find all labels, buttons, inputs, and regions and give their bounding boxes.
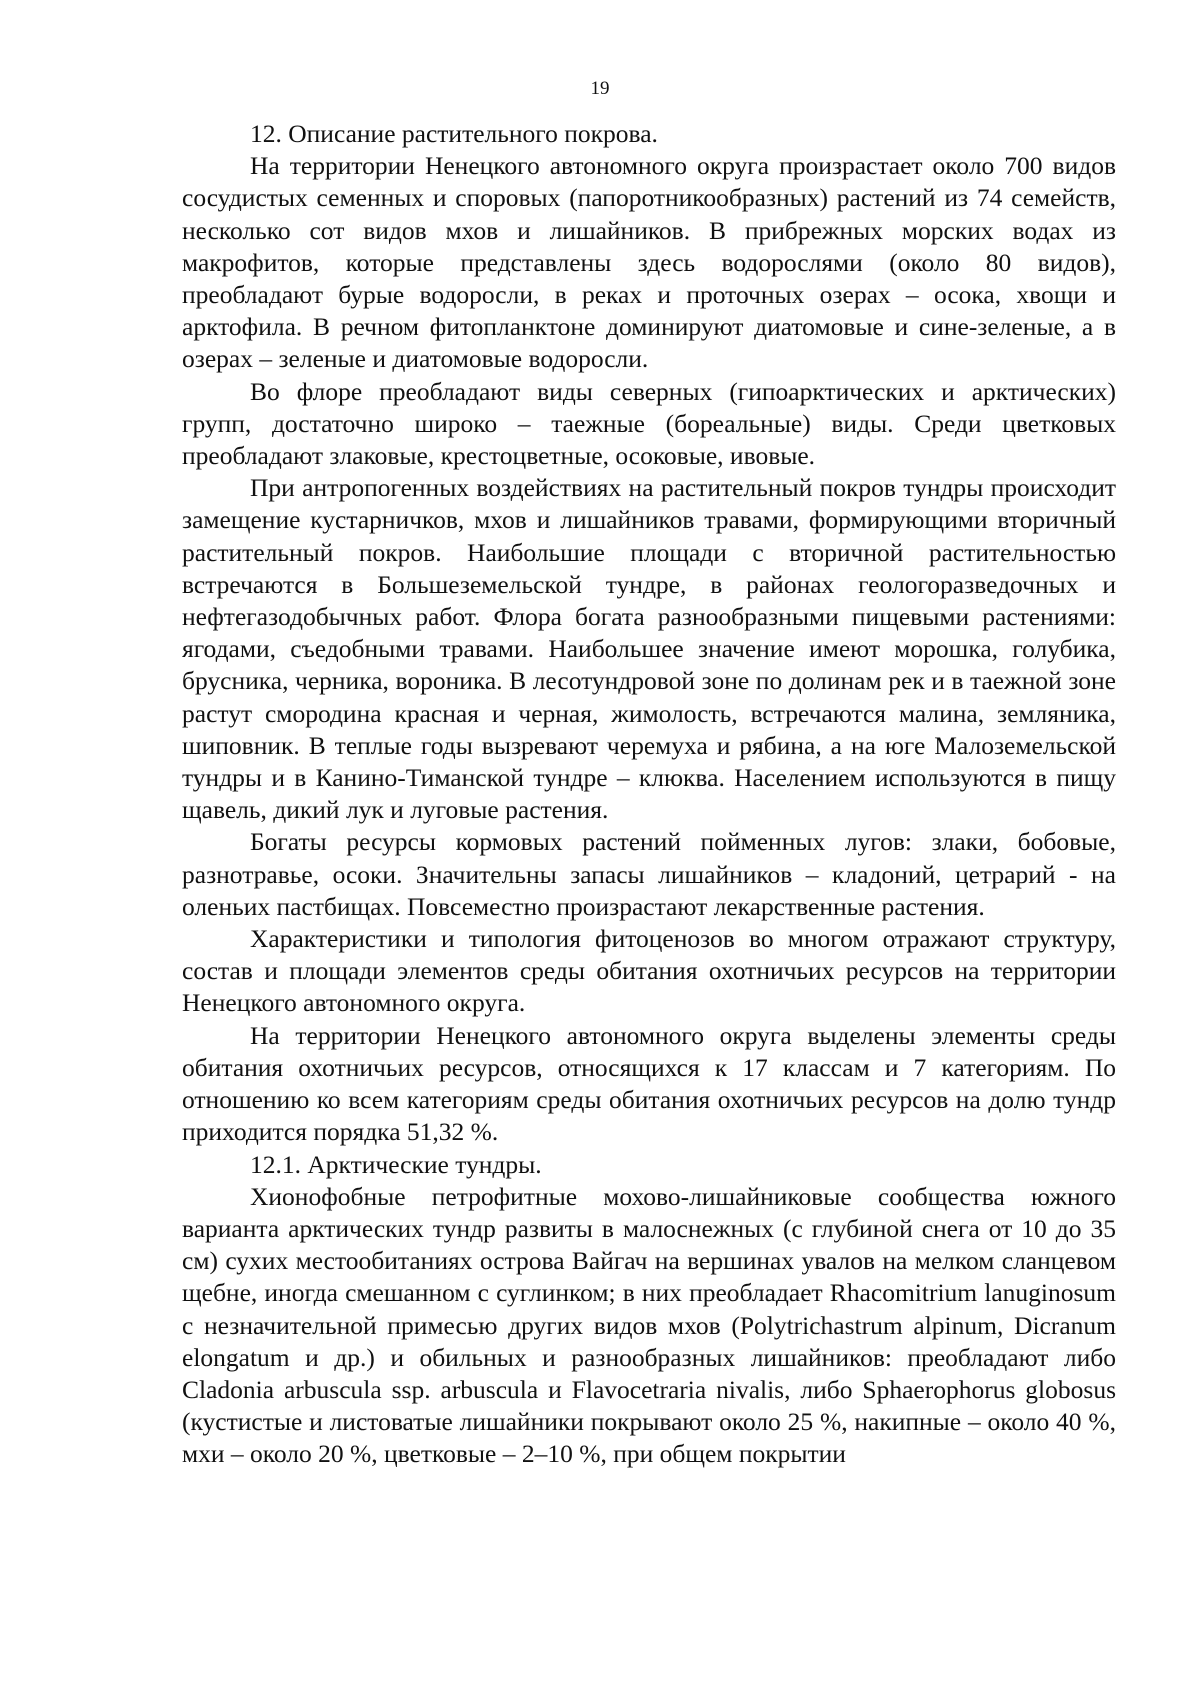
body-paragraph: Характеристики и типология фитоценозов во многом отражают структуру, состав и площади элементов среды обитания охотничьих ресурсов на территории Ненецкого автономного округа. — [182, 924, 1116, 1018]
body-paragraph: На территории Ненецкого автономного округа произрастает около 700 видов сосудистых семенных и споровых (папоротникообразных) растений из 74 семейств, несколько сот видов мхов и лишайников. В прибрежных морских водах из макрофитов, которые представлены здесь водорослями (около 80 видов), преобладают бурые водоросли, в реках и проточных озерах – осока, хвощи и арктофила. В речном фитопланктоне доминируют диатомовые и сине-зеленые, а в озерах – зеленые и диатомовые водоросли. — [182, 151, 1116, 374]
section-heading: 12. Описание растительного покрова. — [250, 119, 658, 148]
body-paragraph: При антропогенных воздействиях на растительный покров тундры происходит замещение кустарничков, мхов и лишайников травами, формирующими вторичный растительный покров. Наибольшие площади с вторичной растительностью встречаются в Большеземельской тундре, в районах геологоразведочных и нефтегазодобычных работ. Флора богата разнообразными пищевыми растениями: ягодами, съедобными травами. Наибольшее значение имеют морошка, голубика, брусника, черника, вороника. В лесотундровой зоне по долинам рек и в таежной зоне растут смородина красная и черная, жимолость, встречаются малина, земляника, шиповник. В теплые годы вызревают черемуха и рябина, а на юге Малоземельской тундры и в Канино-Тиманской тундре – клюква. Населением используются в пищу щавель, дикий лук и луговые растения. — [182, 473, 1116, 825]
body-paragraph: Богаты ресурсы кормовых растений пойменных лугов: злаки, бобовые, разнотравье, осоки. Значительны запасы лишайников – кладоний, цетрарий - на оленьих пастбищах. Повсеместно произрастают лекарственные растения. — [182, 827, 1116, 921]
body-paragraph: Во флоре преобладают виды северных (гипоарктических и арктических) групп, достаточно широко – таежные (бореальные) виды. Среди цветковых преобладают злаковые, крестоцветные, осоковые, ивовые. — [182, 376, 1116, 471]
subsection-heading: 12.1. Арктические тундры. — [250, 1149, 542, 1179]
page-number: 19 — [590, 78, 610, 99]
body-paragraph: На территории Ненецкого автономного округа выделены элементы среды обитания охотничьих ресурсов, относящихся к 17 классам и 7 категориям. По отношению ко всем категориям среды обитания охотничьих ресурсов на долю тундр приходится порядка 51,32 %. — [182, 1020, 1116, 1147]
document-body — [182, 118, 1116, 1471]
body-paragraph: Хионофобные петрофитные мохово-лишайниковые сообщества южного варианта арктических тундр развиты в малоснежных (с глубиной снега от 10 до 35 см) сухих местообитаниях острова Вайгач на вершинах увалов на мелком сланцевом щебне, иногда смешанном с суглинком; в них преобладает Rhacomitrium lanuginosum с незначительной примесью других видов мхов (Polytrichastrum alpinum, Dicranum elongatum и др.) и обильных и разнообразных лишайников: преобладают либо Cladonia arbuscula ssp. arbuscula и Flavocetraria nivalis, либо Sphaerophorus globosus (кустистые и листоватые лишайники покрывают около 25 %, накипные – около 40 %, мхи – около 20 %, цветковые – 2–10 %, при общем покрытии — [182, 1181, 1116, 1469]
